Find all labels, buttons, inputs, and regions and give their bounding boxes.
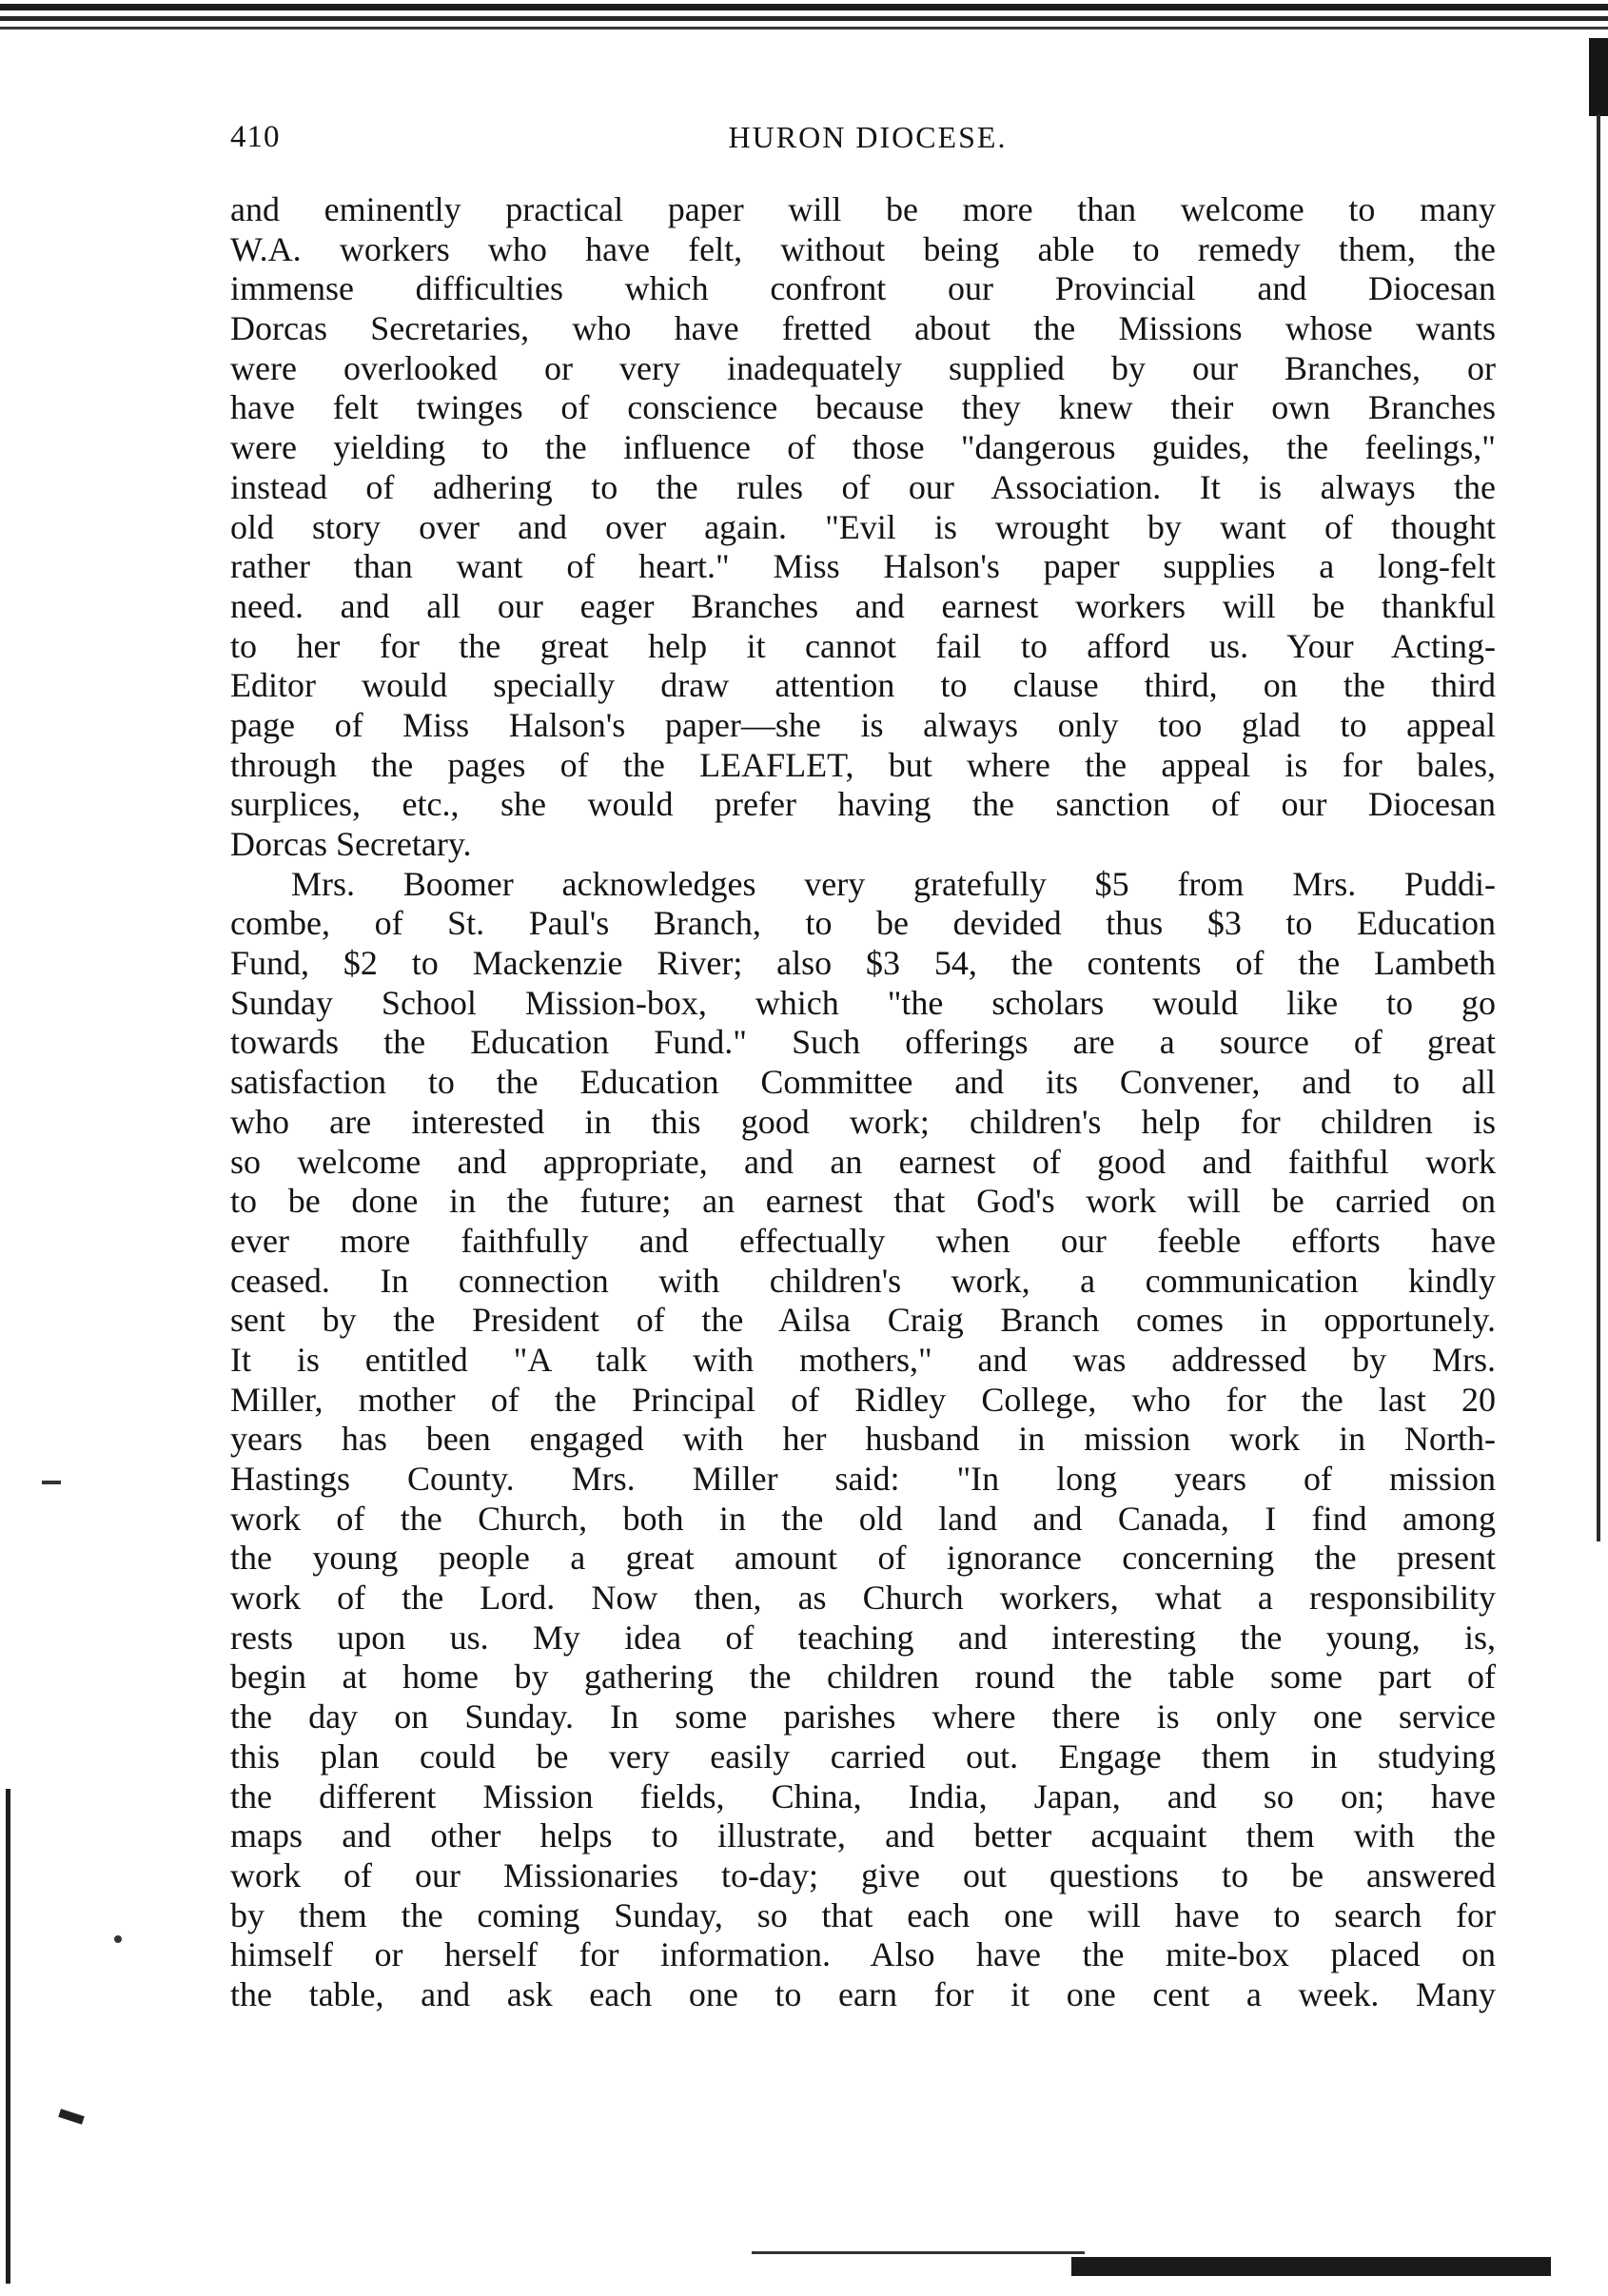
text-line: were yielding to the influence of those "dangerous guides, the feelings," xyxy=(230,428,1496,467)
text-line: and eminently practical paper will be more than welcome to many xyxy=(230,190,1496,228)
margin-mark xyxy=(42,1481,61,1484)
margin-mark xyxy=(58,2109,85,2125)
text-line: Hastings County. Mrs. Miller said: "In long years of mission xyxy=(230,1460,1496,1498)
text-line: surplices, etc., she would prefer having the sanction of our Diocesan xyxy=(230,785,1496,824)
text-line: who are interested in this good work; children's help for children is xyxy=(230,1102,1496,1141)
text-line: so welcome and appropriate, and an earnest of good and faithful work xyxy=(230,1142,1496,1181)
paragraph-first-line: Mrs. Boomer acknowledges very gratefully $5 from Mrs. Puddi- xyxy=(291,864,1496,903)
paragraph-end-line: Dorcas Secretary. xyxy=(230,825,472,863)
text-line: W.A. workers who have felt, without being able to remedy them, the xyxy=(230,229,1496,268)
text-line: the different Mission fields, China, India, Japan, and so on; have xyxy=(230,1776,1496,1815)
page-number: 410 xyxy=(230,120,281,154)
text-line: maps and other helps to illustrate, and better acquaint them with the xyxy=(230,1816,1496,1855)
text-line: himself or herself for information. Also have the mite-box placed on xyxy=(230,1935,1496,1974)
text-line: Sunday School Mission-box, which "the scholars would like to go xyxy=(230,983,1496,1022)
scan-left-edge xyxy=(6,1789,10,2284)
text-line: the day on Sunday. In some parishes where there is only one service xyxy=(230,1697,1496,1737)
text-line: years has been engaged with her husband in mission work in North- xyxy=(230,1420,1496,1459)
text-line: to be done in the future; an earnest that God's work will be carried on xyxy=(230,1182,1496,1221)
text-line: old story over and over again. "Evil is wrought by want of thought xyxy=(230,507,1496,546)
text-line: rather than want of heart." Miss Halson's paper supplies a long-felt xyxy=(230,547,1496,586)
text-line: have felt twinges of conscience because they knew their own Branches xyxy=(230,388,1496,427)
text-line: through the pages of the LEAFLET, but where the appeal is for bales, xyxy=(230,745,1496,784)
text-line: sent by the President of the Ailsa Craig Branch comes in opportunely. xyxy=(230,1301,1496,1340)
text-line: instead of adhering to the rules of our Association. It is always the xyxy=(230,467,1496,506)
text-line: satisfaction to the Education Committee and its Convener, and to all xyxy=(230,1063,1496,1102)
text-line: Dorcas Secretaries, who have fretted about the Missions whose wants xyxy=(230,309,1496,348)
page-title: HURON DIOCESE. xyxy=(728,120,1008,154)
text-line: ceased. In connection with children's work, a communication kindly xyxy=(230,1261,1496,1300)
text-line: combe, of St. Paul's Branch, to be devided thus $3 to Education xyxy=(230,904,1496,943)
text-line: work of the Lord. Now then, as Church workers, what a responsibility xyxy=(230,1579,1496,1618)
text-line: the table, and ask each one to earn for it one cent a week. Many xyxy=(230,1974,1496,2013)
text-line: Fund, $2 to Mackenzie River; also $3 54, the contents of the Lambeth xyxy=(230,944,1496,983)
text-line: page of Miss Halson's paper—she is always only too glad to appeal xyxy=(230,705,1496,744)
text-line: work of our Missionaries to-day; give out questions to be answered xyxy=(230,1855,1496,1894)
scan-corner-mark xyxy=(1589,38,1608,116)
text-line: immense difficulties which confront our Provincial and Diocesan xyxy=(230,269,1496,308)
scan-right-edge xyxy=(1597,114,1600,1541)
scan-bottom-rule xyxy=(752,2251,1085,2254)
text-line: the young people a great amount of ignorance concerning the present xyxy=(230,1539,1496,1578)
text-line: rests upon us. My idea of teaching and interesting the young, is, xyxy=(230,1618,1496,1657)
body-text xyxy=(230,190,1496,2015)
text-line: were overlooked or very inadequately supplied by our Branches, or xyxy=(230,348,1496,387)
text-line: need. and all our eager Branches and earnest workers will be thankful xyxy=(230,586,1496,625)
text-line: Editor would specially draw attention to clause third, on the third xyxy=(230,666,1496,705)
scan-bottom-border xyxy=(752,2257,1551,2276)
text-line: to her for the great help it cannot fail to afford us. Your Acting- xyxy=(230,626,1496,665)
text-line: by them the coming Sunday, so that each one will have to search for xyxy=(230,1895,1496,1934)
text-line: towards the Education Fund." Such offerings are a source of great xyxy=(230,1023,1496,1062)
running-head xyxy=(230,120,1505,158)
text-line: It is entitled "A talk with mothers," and was addressed by Mrs. xyxy=(230,1340,1496,1379)
text-line: work of the Church, both in the old land and Canada, I find among xyxy=(230,1499,1496,1538)
text-line: begin at home by gathering the children round the table some part of xyxy=(230,1658,1496,1697)
scan-top-border xyxy=(0,4,1608,40)
margin-mark xyxy=(114,1935,122,1943)
text-line: ever more faithfully and effectually when our feeble efforts have xyxy=(230,1221,1496,1260)
text-line: Miller, mother of the Principal of Ridley College, who for the last 20 xyxy=(230,1380,1496,1419)
text-line: this plan could be very easily carried out. Engage them in studying xyxy=(230,1737,1496,1776)
